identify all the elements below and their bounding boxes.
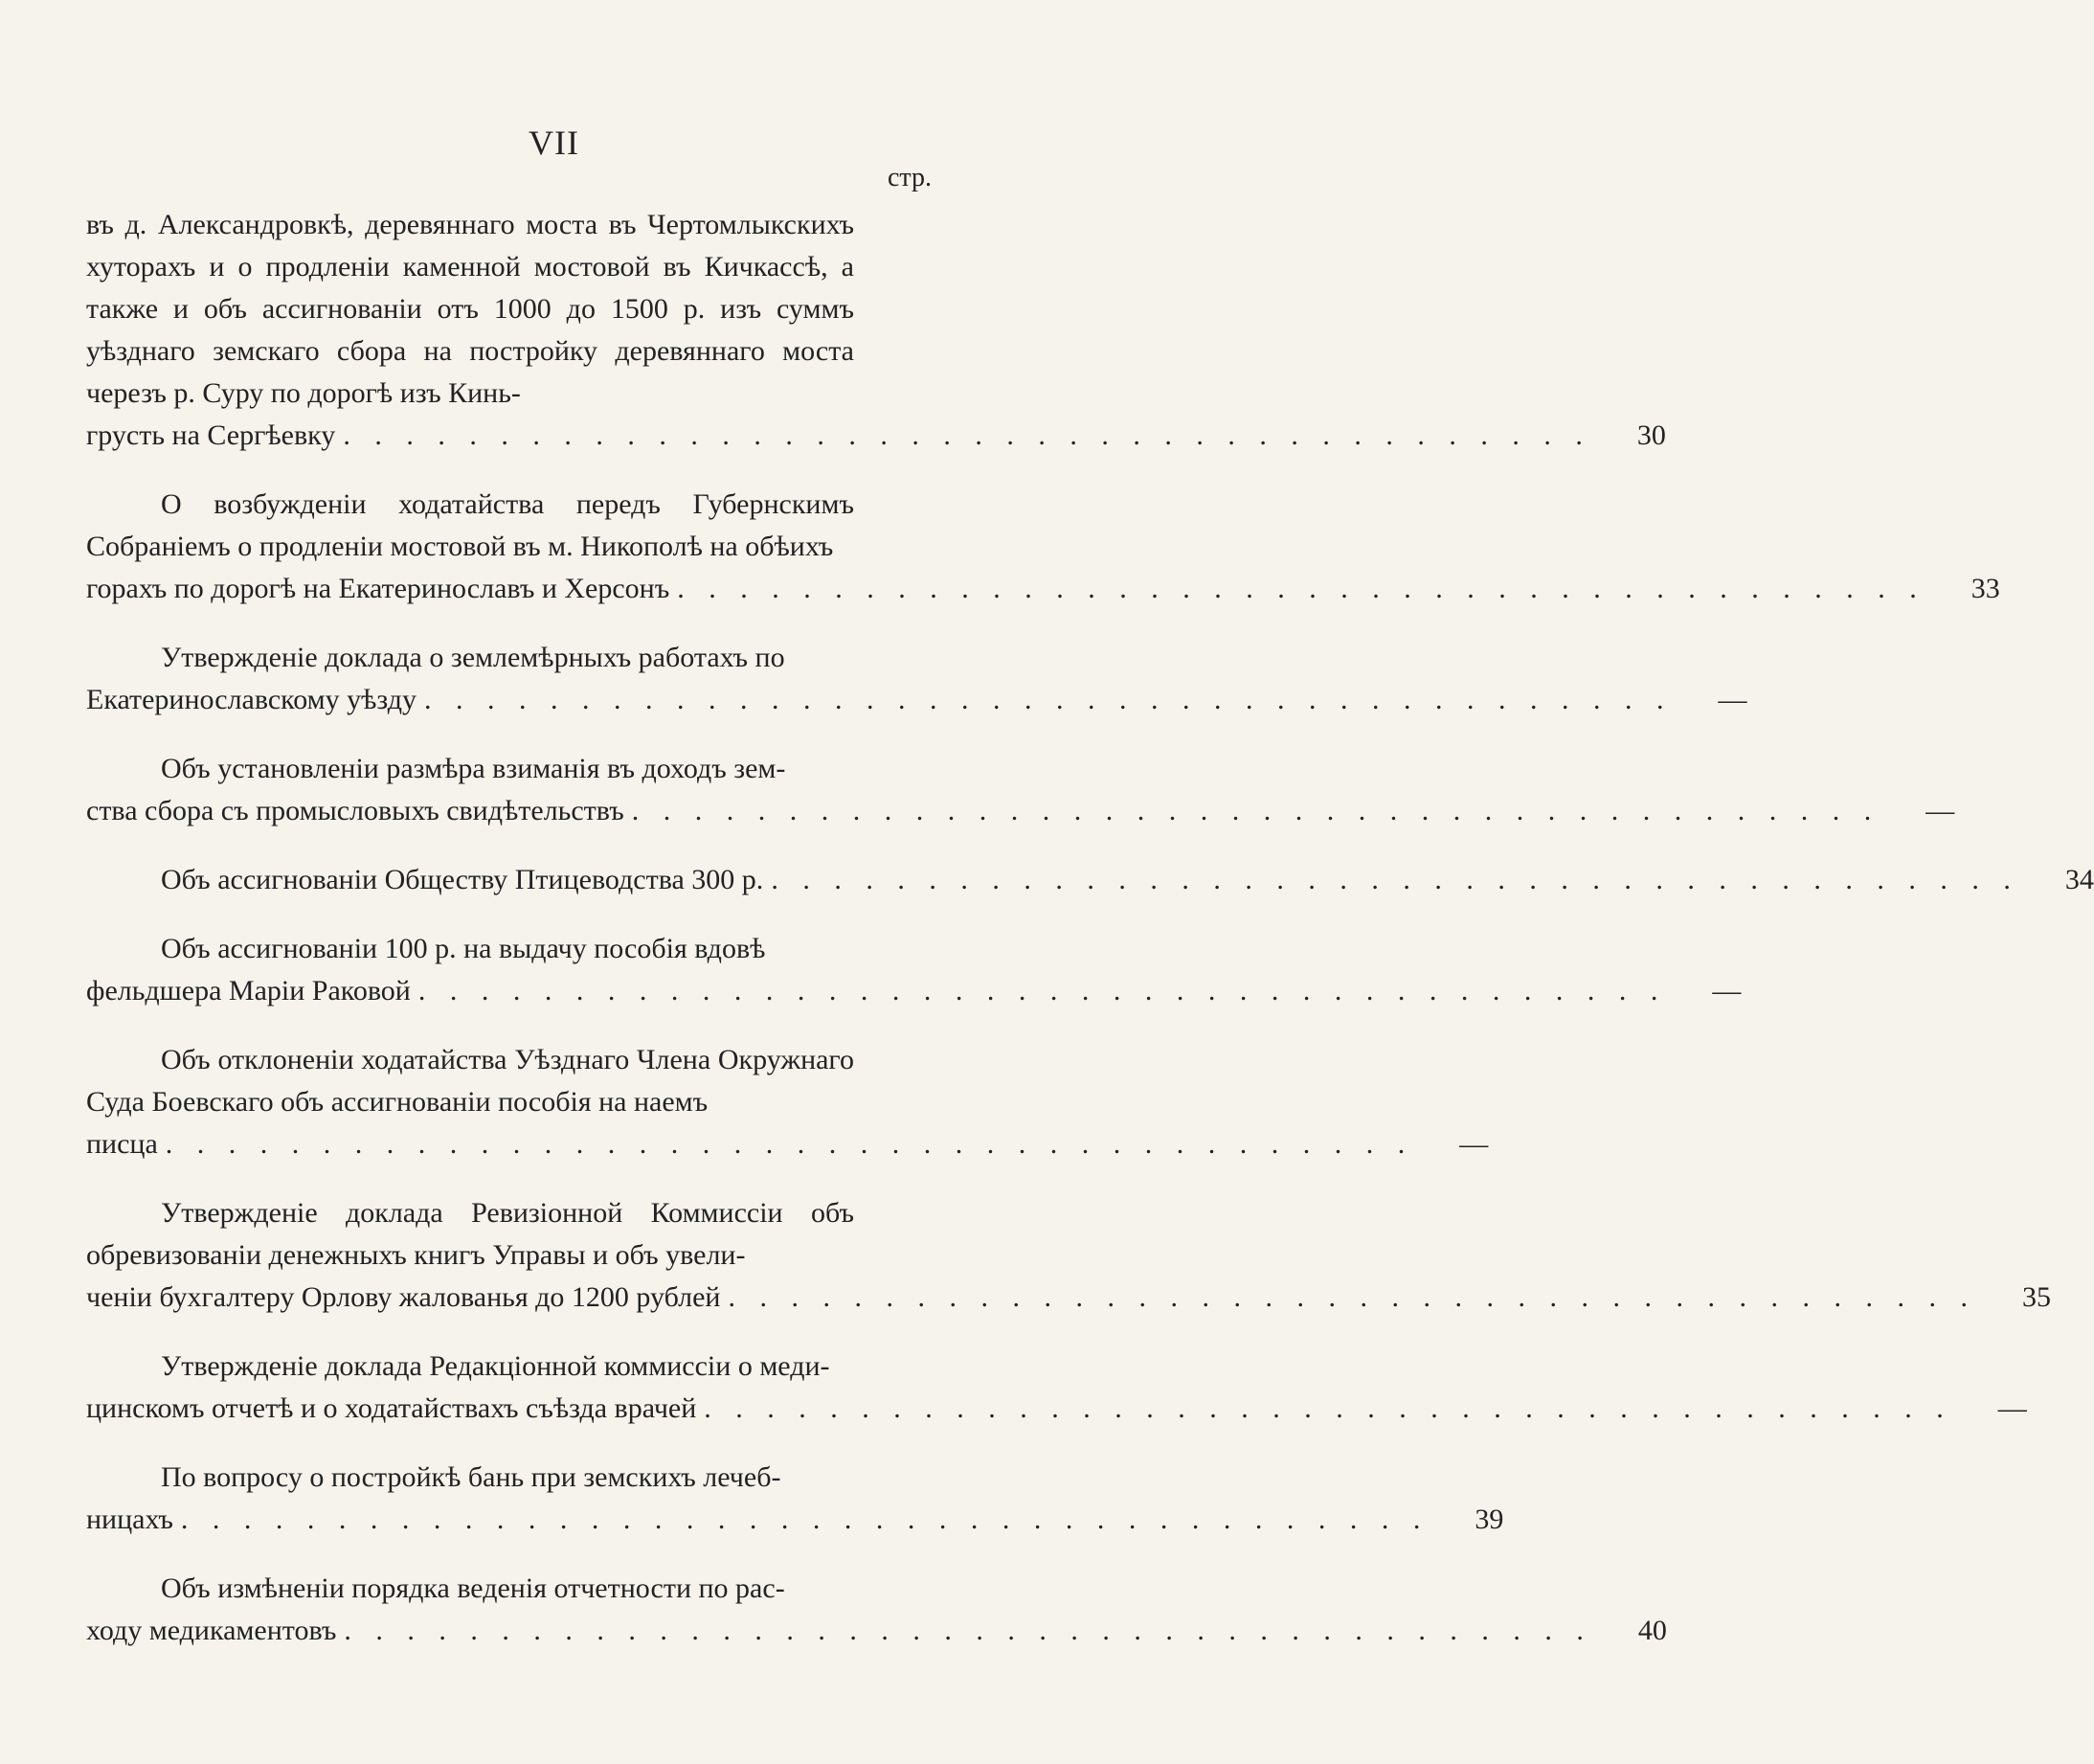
toc-entry-title-end: ходу медикаментовъ bbox=[86, 1615, 337, 1646]
toc-entry-page: 40 bbox=[1637, 1615, 1667, 1646]
toc-entry-last-line bbox=[86, 1610, 1667, 1652]
toc-entry-last-line bbox=[86, 1277, 2051, 1319]
toc-entry-title-end: ства сбора съ промысловыхъ свидѣтельствъ bbox=[86, 795, 624, 826]
toc-entry-text: Объ измѣненіи порядка веденія отчетности по рас- bbox=[161, 1572, 785, 1604]
toc-entry bbox=[86, 1568, 1667, 1652]
toc-entry bbox=[86, 1457, 1504, 1541]
dot-leader: . . . . . . . . . . . . . . . . . . . . . . . . . . . . . . . . . . . . . . . . bbox=[424, 684, 1673, 715]
dot-leader: . . . . . . . . . . . . . . . . . . . . . . . . . . . . . . . . . . . . . . . . bbox=[771, 864, 2019, 895]
toc-entry-last-line bbox=[86, 415, 1666, 457]
toc-entry-last-line bbox=[86, 790, 1955, 832]
dot-leader: . . . . . . . . . . . . . . . . . . . . . . . . . . . . . . . . . . . . . . . . bbox=[344, 1615, 1592, 1646]
toc-entry-title-end: Объ ассигнованіи Обществу Птицеводства 300 р. bbox=[161, 864, 764, 895]
toc-entry-text: Утвержденіе доклада о землемѣрныхъ работахъ по bbox=[161, 642, 785, 673]
toc-entry-page: 35 bbox=[2021, 1281, 2051, 1313]
dot-leader: . . . . . . . . . . . . . . . . . . . . . . . . . . . . . . . . . . . . . . . . bbox=[417, 975, 1667, 1006]
toc-entry-text: Утвержденіе доклада Редакціонной коммиссіи о меди- bbox=[161, 1350, 830, 1382]
dot-leader: . . . . . . . . . . . . . . . . . . . . . . . . . . . . . . . . . . . . . . . . bbox=[728, 1281, 1976, 1313]
toc-entry bbox=[86, 928, 1742, 1012]
toc-entry-title-end: ченіи бухгалтеру Орлову жалованья до 1200 рублей bbox=[86, 1281, 721, 1313]
toc-entry bbox=[86, 637, 1747, 721]
toc-entry-page: 30 bbox=[1636, 419, 1666, 451]
page-number: VII bbox=[529, 124, 579, 162]
toc-entry-last-line bbox=[86, 568, 2000, 610]
toc-entry-page: — bbox=[1712, 975, 1742, 1006]
toc-entry-title-end: горахъ по дорогѣ на Екатеринославъ и Херсонъ bbox=[86, 573, 670, 604]
toc-entry bbox=[86, 1039, 1489, 1165]
toc-entry-text: О возбужденіи ходатайства передъ Губернскимъ Собраніемъ о продленіи мостовой въ м. Никополѣ на обѣихъ bbox=[86, 488, 854, 562]
toc-entry-page: — bbox=[1925, 795, 1955, 826]
toc-entry-title-end: ницахъ bbox=[86, 1504, 173, 1535]
toc-entry-last-line bbox=[86, 859, 2094, 901]
toc-entry-page: — bbox=[1997, 1392, 2027, 1424]
toc-entry-title-end: писца bbox=[86, 1128, 158, 1160]
toc-entry bbox=[86, 1346, 2027, 1430]
toc-entry-text: Объ отклоненіи ходатайства Уѣзднаго Члена Окружнаго Суда Боевскаго объ ассигнованіи пособія на наемъ bbox=[86, 1044, 854, 1118]
toc-entry-title-end: Екатеринославскому уѣзду bbox=[86, 684, 417, 715]
dot-leader: . . . . . . . . . . . . . . . . . . . . . . . . . . . . . . . . . . . . . . . . bbox=[677, 573, 1925, 604]
table-of-contents bbox=[86, 204, 2094, 1679]
toc-entry-page: 33 bbox=[1970, 573, 2000, 604]
dot-leader: . . . . . . . . . . . . . . . . . . . . . . . . . . . . . . . . . . . . . . . . bbox=[180, 1504, 1430, 1535]
toc-entry-text: Объ установленіи размѣра взиманія въ доходъ зем- bbox=[161, 753, 786, 784]
toc-entry bbox=[86, 484, 2000, 610]
page-column-label: стр. bbox=[887, 163, 932, 192]
toc-entry bbox=[86, 748, 1955, 832]
toc-entry-text: Объ ассигнованіи 100 р. на выдачу пособія вдовѣ bbox=[161, 933, 766, 964]
toc-entry-text: По вопросу о постройкѣ бань при земскихъ лечеб- bbox=[161, 1461, 781, 1493]
toc-entry-title-end: грусть на Сергѣевку bbox=[86, 419, 336, 451]
dot-leader: . . . . . . . . . . . . . . . . . . . . . . . . . . . . . . . . . . . . . . . . bbox=[343, 419, 1591, 451]
dot-leader: . . . . . . . . . . . . . . . . . . . . . . . . . . . . . . . . . . . . . . . . bbox=[165, 1128, 1414, 1160]
dot-leader: . . . . . . . . . . . . . . . . . . . . . . . . . . . . . . . . . . . . . . . . bbox=[704, 1392, 1952, 1424]
toc-entry-text: въ д. Александровкѣ, деревяннаго моста въ Чертомлыкскихъ хуторахъ и о продленіи каменной мостовой въ Кичкассѣ, а также и объ ассигнованіи отъ 1000 до 1500 р. изъ суммъ уѣзднаго земскаго сбора на постройку деревяннаго моста черезъ р. Суру по дорогѣ изъ Кинь- bbox=[86, 209, 854, 409]
toc-entry-page: — bbox=[1459, 1128, 1489, 1160]
toc-entry-last-line bbox=[86, 1123, 1489, 1165]
toc-entry-text: Утвержденіе доклада Ревизіонной Коммиссіи объ обревизованіи денежныхъ книгъ Управы и объ увели- bbox=[86, 1197, 854, 1271]
toc-entry-page: — bbox=[1718, 684, 1747, 715]
toc-entry-title-end: фельдшера Маріи Раковой bbox=[86, 975, 411, 1006]
toc-entry bbox=[86, 859, 2094, 901]
toc-entry-last-line bbox=[86, 1499, 1504, 1541]
dot-leader: . . . . . . . . . . . . . . . . . . . . . . . . . . . . . . . . . . . . . . . . bbox=[631, 795, 1880, 826]
toc-entry-last-line bbox=[86, 679, 1747, 721]
toc-entry-last-line bbox=[86, 1388, 2027, 1430]
toc-entry-page: 34 bbox=[2064, 864, 2094, 895]
toc-entry-page: 39 bbox=[1475, 1504, 1504, 1535]
toc-entry-last-line bbox=[86, 970, 1742, 1012]
toc-entry-title-end: цинскомъ отчетѣ и о ходатайствахъ съѣзда врачей bbox=[86, 1392, 697, 1424]
toc-entry bbox=[86, 204, 1666, 457]
toc-entry bbox=[86, 1192, 2051, 1319]
